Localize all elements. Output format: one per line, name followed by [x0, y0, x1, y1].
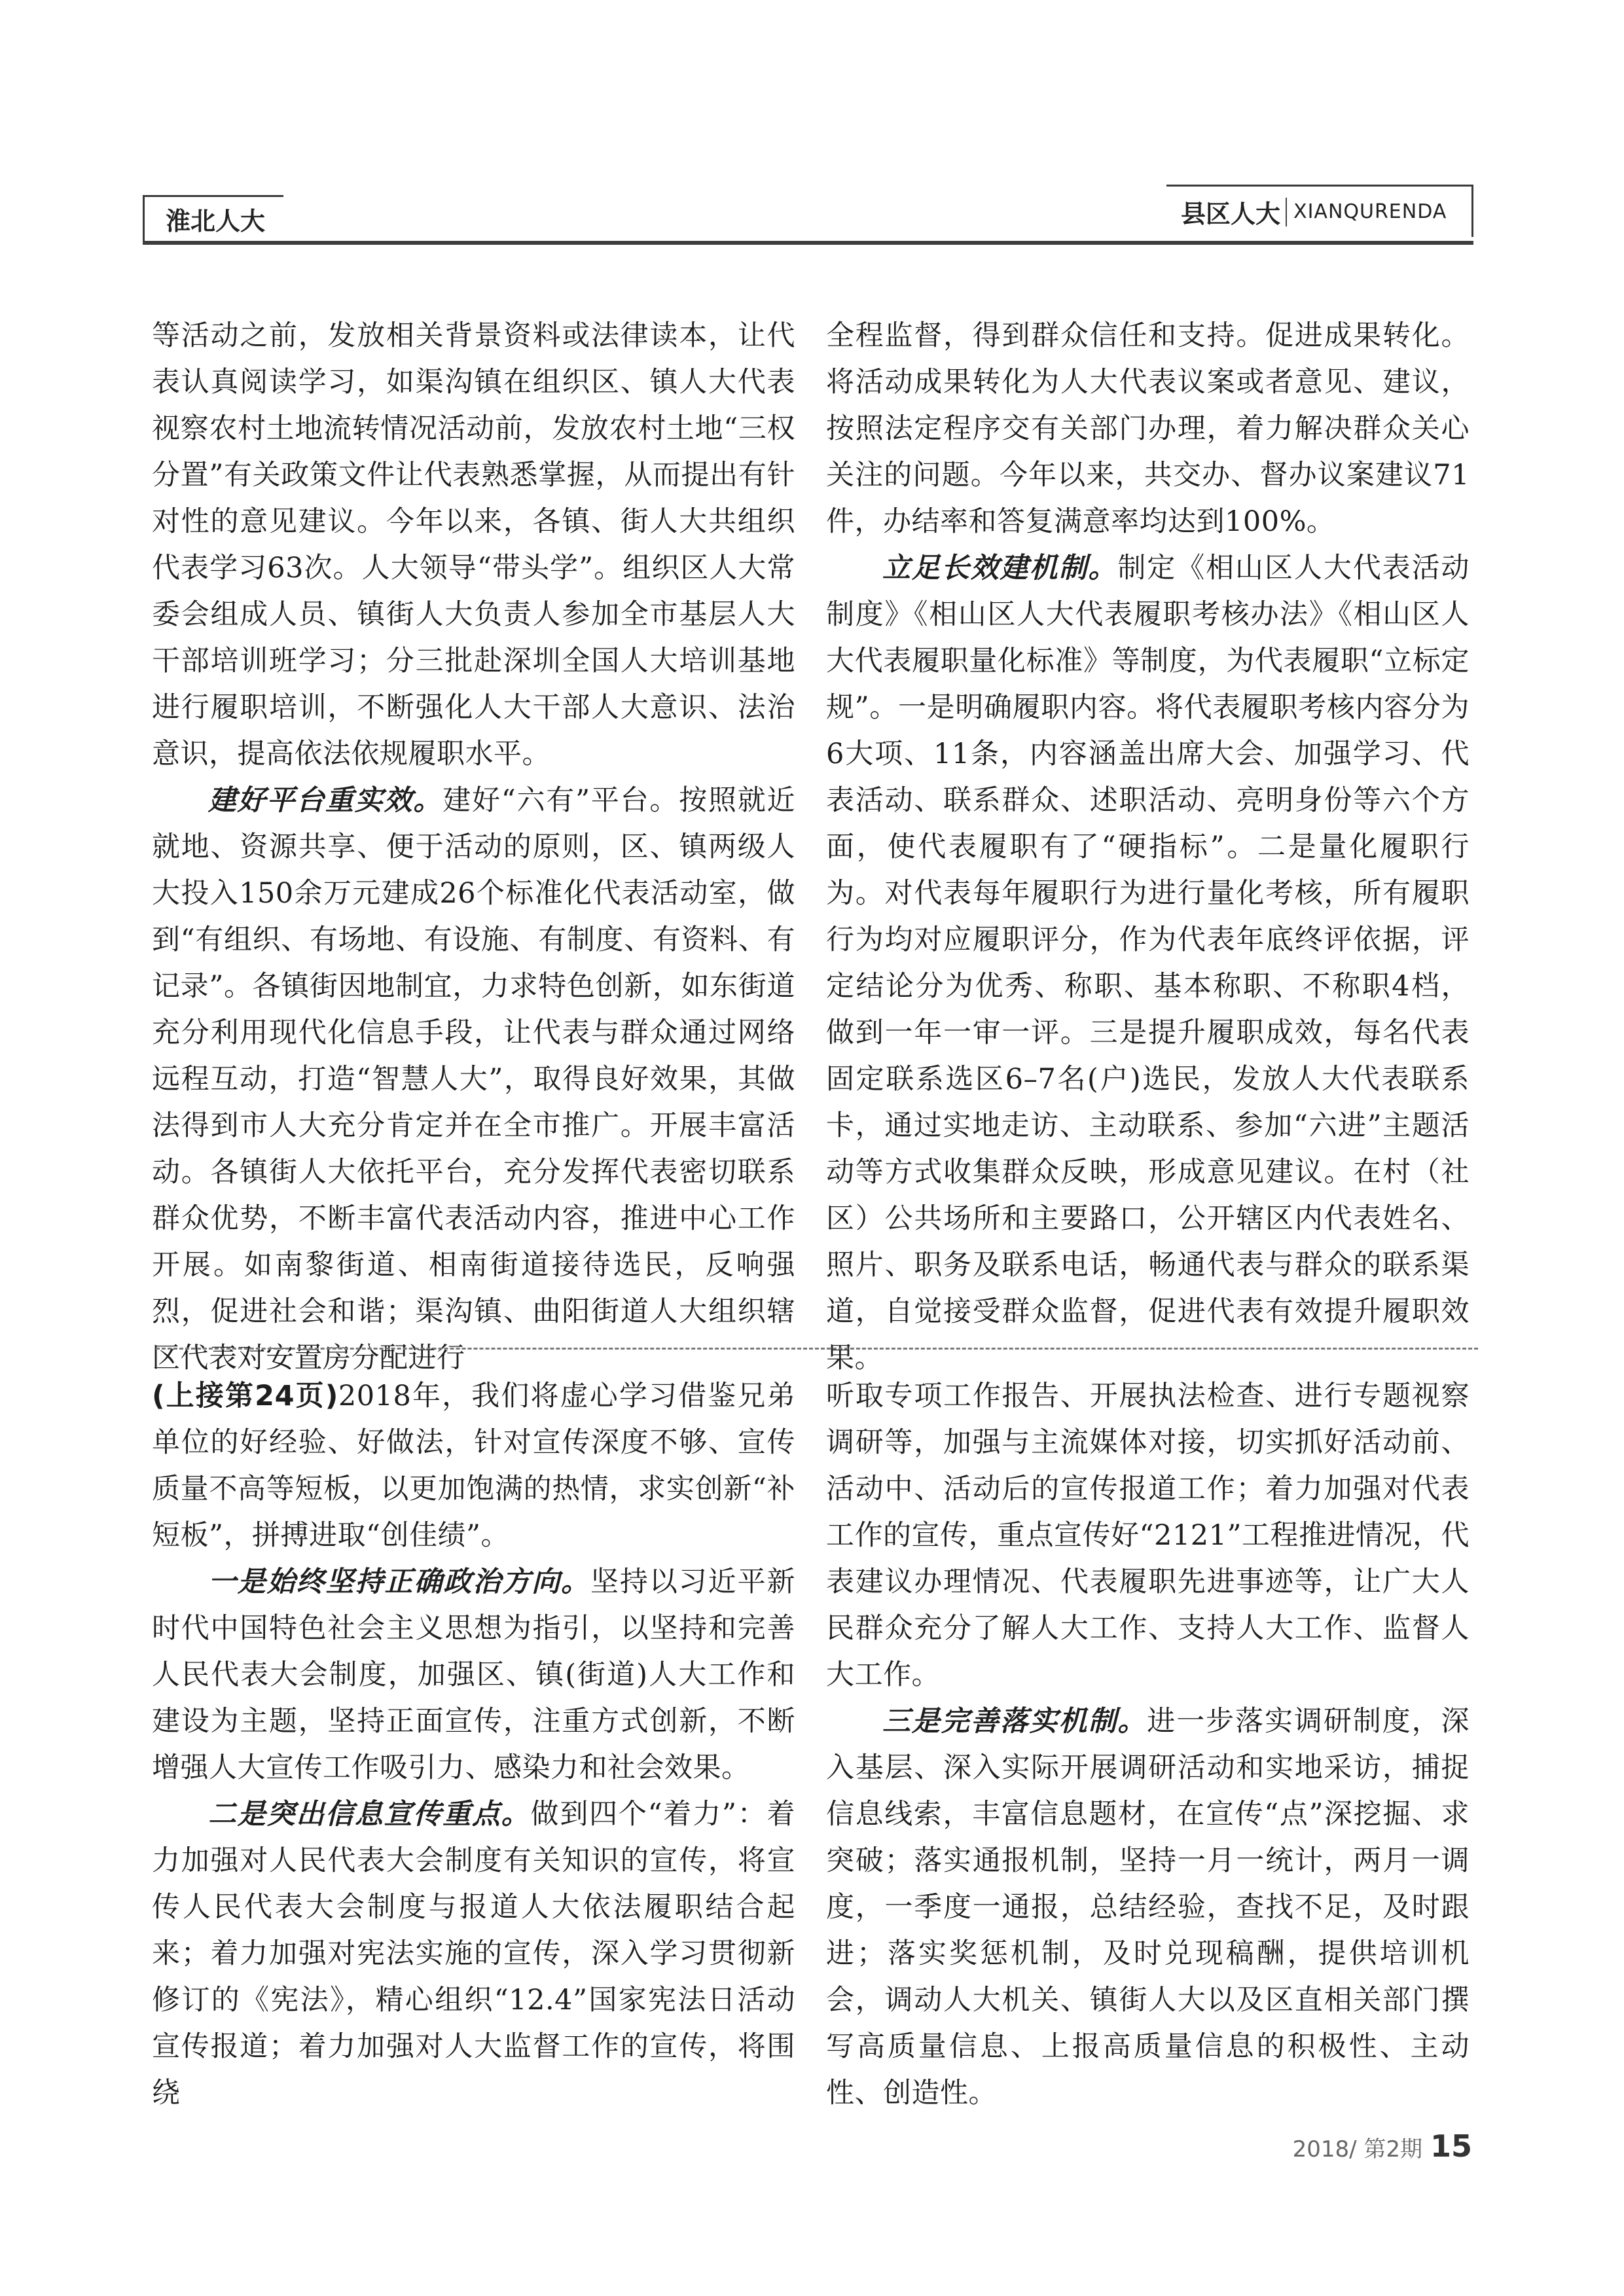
paragraph-text: 全程监督，得到群众信任和支持。促进成果转化。将活动成果转化为人大代表议案或者意见、建议，按照法定程序交有关部门办理，着力解决群众关心关注的问题。今年以来，共交办、督办议案建议71件，办结率和答复满意率均达到100%。	[826, 319, 1470, 538]
paragraph-text: 制定《相山区人大代表活动制度》《相山区人大代表履职考核办法》《相山区人大代表履职量化标准》等制度，为代表履职“立标定规”。一是明确履职内容。将代表履职考核内容分为6大项、11条，内容涵盖出席大会、加强学习、代表活动、联系群众、述职活动、亮明身份等六个方面，使代表履职有了“硬指标”。二是量化履职行为。对代表每年履职行为进行量化考核，所有履职行为均对应履职评分，作为代表年底终评依据，评定结论分为优秀、称职、基本称职、不称职4档，做到一年一审一评。三是提升履职成效，每名代表固定联系选区6–7名(户)选民，发放人大代表联系卡，通过实地走访、主动联系、参加“六进”主题活动等方式收集群众反映，形成意见建议。在村（社区）公共场所和主要路口，公开辖区内代表姓名、照片、职务及联系电话，畅通代表与群众的联系渠道，自觉接受群众监督，促进代表有效提升履职效果。	[826, 552, 1470, 1374]
header-rule	[143, 241, 1473, 245]
paragraph-text: 等活动之前，发放相关背景资料或法律读本，让代表认真阅读学习，如渠沟镇在组织区、镇人大代表视察农村土地流转情况活动前，发放农村土地“三权分置”有关政策文件让代表熟悉掌握，从而提出有针对性的意见建议。今年以来，各镇、街人大共组织代表学习63次。人大领导“带头学”。组织区人大常委会组成人员、镇街人大负责人参加全市基层人大干部培训班学习；分三批赴深圳全国人大培训基地进行履职培训，不断强化人大干部人大意识、法治意识，提高依法依规履职水平。	[152, 319, 795, 770]
section-subtitle: XIANQURENDA	[1293, 200, 1447, 223]
paragraph-text: 坚持以习近平新时代中国特色社会主义思想为指引，以坚持和完善人民代表大会制度，加强区、镇(街道)人大工作和建设为主题，坚持正面宣传，注重方式创新，不断增强人大宣传工作吸引力、感染力和社会效果。	[152, 1566, 796, 1784]
continuation-note: (上接第24页)	[152, 1380, 338, 1412]
lower-right-column	[826, 1373, 1470, 2117]
paragraph	[826, 1373, 1470, 1698]
paragraph-heading: 三是完善落实机制。	[882, 1705, 1147, 1738]
paragraph-text: 做到四个“着力”：着力加强对人民代表大会制度有关知识的宣传，将宣传人民代表大会制度与报道人大依法履职结合起来；着力加强对宪法实施的宣传，深入学习贯彻新修订的《宪法》，精心组织“12.4”国家宪法日活动宣传报道；着力加强对人大监督工作的宣传，将围绕	[152, 1798, 796, 2109]
paragraph-heading: 一是始终坚持正确政治方向。	[208, 1566, 590, 1598]
upper-left-column	[152, 313, 795, 1382]
paragraph-text: 进一步落实调研制度，深入基层、深入实际开展调研活动和实地采访，捕捉信息线索，丰富信息题材，在宣传“点”深挖掘、求突破；落实通报机制，坚持一月一统计，两月一调度，一季度一通报，总结经验，查找不足，及时跟进；落实奖惩机制，及时兑现稿酬，提供培训机会，调动人大机关、镇街人大以及区直相关部门撰写高质量信息、上报高质量信息的积极性、主动性、创造性。	[826, 1705, 1470, 2109]
paragraph	[152, 1373, 795, 1559]
paragraph	[826, 545, 1470, 1382]
paragraph-text: 2018年，我们将虚心学习借鉴兄弟单位的好经验、好做法，针对宣传深度不够、宣传质量不高等短板，以更加饱满的热情，求实创新“补短板”，拼搏进取“创佳绩”。	[152, 1380, 795, 1552]
section-header	[1166, 185, 1473, 237]
article-divider	[156, 1348, 1478, 1350]
magazine-title	[143, 195, 283, 241]
page-number: 15	[1430, 2128, 1472, 2164]
paragraph	[152, 313, 795, 778]
issue-label: 2018/ 第2期	[1292, 2136, 1422, 2162]
page-footer	[1293, 2128, 1472, 2164]
paragraph-heading: 立足长效建机制。	[882, 552, 1118, 584]
paragraph-text: 建好“六有”平台。按照就近就地、资源共享、便于活动的原则，区、镇两级人大投入150余万元建成26个标准化代表活动室，做到“有组织、有场地、有设施、有制度、有资料、有记录”。各镇街因地制宜，力求特色创新，如东街道充分利用现代化信息手段，让代表与群众通过网络远程互动，打造“智慧人大”，取得良好效果，其做法得到市人大充分肯定并在全市推广。开展丰富活动。各镇街人大依托平台，充分发挥代表密切联系群众优势，不断丰富代表活动内容，推进中心工作开展。如南黎街道、相南街道接待选民，反响强烈，促进社会和谐；渠沟镇、曲阳街道人大组织辖区代表对安置房分配进行	[152, 784, 796, 1374]
paragraph	[152, 1791, 795, 2117]
paragraph-heading: 建好平台重实效。	[208, 784, 443, 817]
section-divider	[1286, 198, 1287, 226]
paragraph	[826, 1698, 1470, 2117]
paragraph	[152, 778, 795, 1382]
paragraph-text: 听取专项工作报告、开展执法检查、进行专题视察调研等，加强与主流媒体对接，切实抓好活动前、活动中、活动后的宣传报道工作；着力加强对代表工作的宣传，重点宣传好“2121”工程推进情况，代表建议办理情况、代表履职先进事迹等，让广大人民群众充分了解人大工作、支持人大工作、监督人大工作。	[826, 1380, 1470, 1691]
upper-right-column	[826, 313, 1470, 1382]
section-title: 县区人大	[1181, 200, 1281, 228]
paragraph-heading: 二是突出信息宣传重点。	[208, 1798, 531, 1831]
magazine-title-text: 淮北人大	[166, 207, 266, 236]
paragraph	[826, 313, 1470, 545]
paragraph	[152, 1559, 795, 1791]
lower-left-column	[152, 1373, 795, 2117]
